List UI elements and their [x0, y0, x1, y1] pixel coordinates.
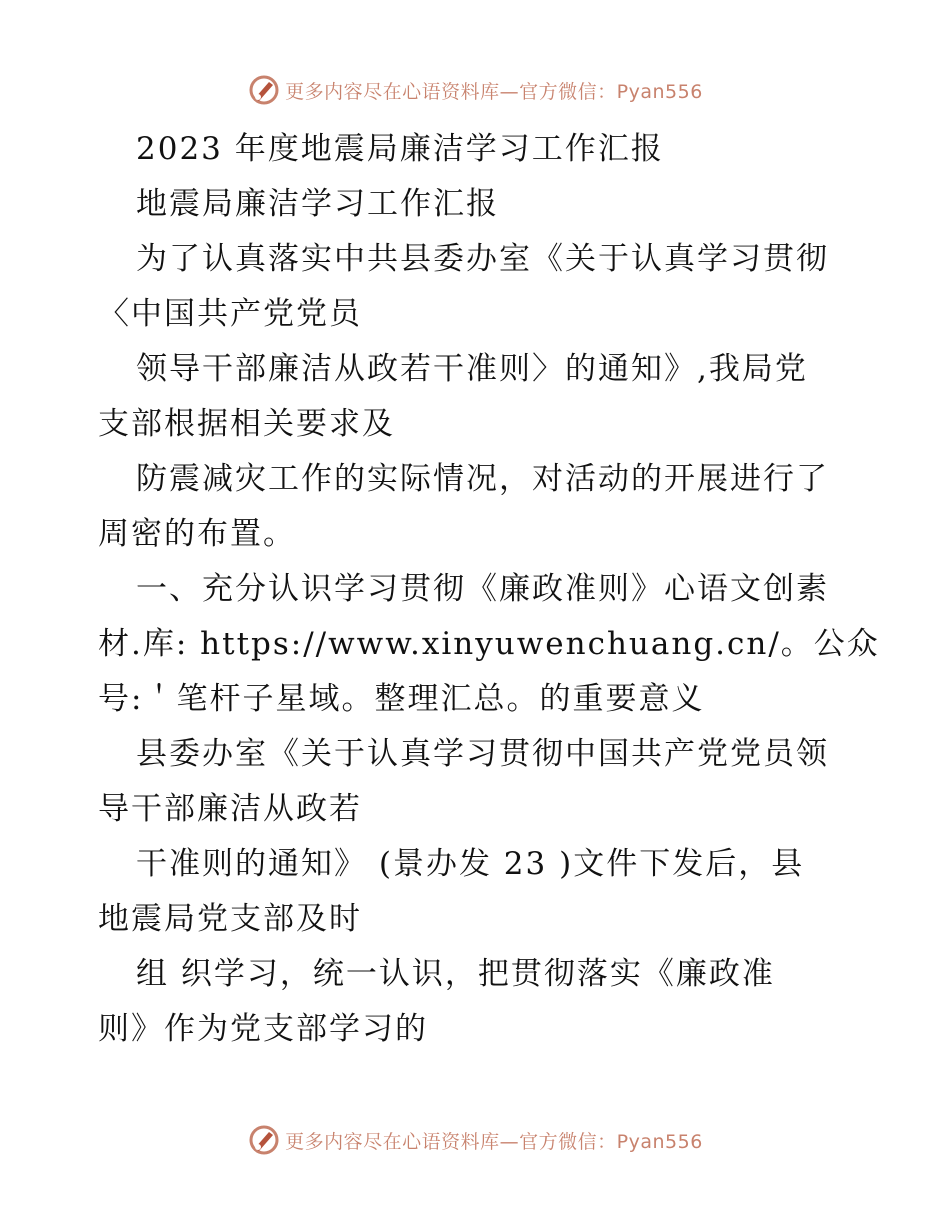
watermark-text-top: 更多内容尽在心语资料库—官方微信：Pyan556	[285, 80, 703, 103]
doc-line: 地震局党支部及时	[98, 901, 362, 937]
doc-line: 材.库: https://www.xinyuwenchuang.cn/。公众	[98, 626, 880, 662]
doc-line: 防震减灾工作的实际情况，对活动的开展进行了	[136, 461, 829, 497]
doc-line: 组 织学习，统一认识，把贯彻落实《廉政准	[136, 956, 775, 992]
doc-line: 县委办室《关于认真学习贯彻中国共产党党员领	[136, 736, 829, 772]
doc-line: 支部根据相关要求及	[98, 406, 395, 442]
doc-section-heading: 一、充分认识学习贯彻《廉政准则》心语文创素	[136, 571, 829, 607]
doc-line: 〈中国共产党党员	[98, 296, 362, 332]
doc-line: 为了认真落实中共县委办室《关于认真学习贯彻	[136, 241, 829, 277]
pen-logo-icon	[247, 1123, 281, 1157]
doc-title: 2023 年度地震局廉洁学习工作汇报	[136, 131, 664, 167]
watermark-banner-top	[0, 70, 950, 110]
watermark-banner-bottom	[0, 1120, 950, 1160]
doc-line: 导干部廉洁从政若	[98, 791, 362, 827]
doc-line: 周密的布置。	[98, 516, 296, 552]
doc-line: 号:＇笔杆子星域。整理汇总。的重要意义	[98, 681, 705, 717]
doc-subtitle: 地震局廉洁学习工作汇报	[136, 186, 499, 222]
watermark-text-bottom: 更多内容尽在心语资料库—官方微信：Pyan556	[285, 1130, 703, 1153]
doc-line: 领导干部廉洁从政若干准则〉的通知》,我局党	[136, 351, 808, 387]
document-body	[98, 122, 880, 1057]
doc-line: 干准则的通知》 (景办发 23 )文件下发后，县	[136, 846, 805, 882]
doc-line: 则》作为党支部学习的	[98, 1011, 428, 1047]
pen-logo-icon	[247, 73, 281, 107]
